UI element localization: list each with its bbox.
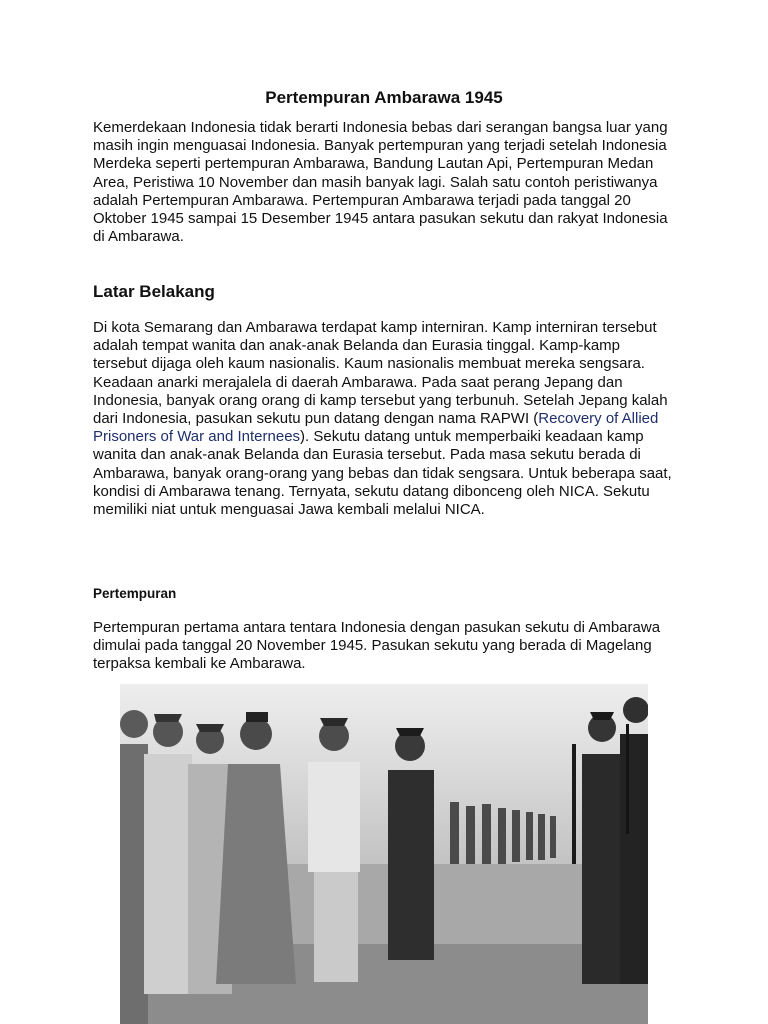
rapwi-link[interactable]: Recovery of Allied Prisoners of War and Internees bbox=[93, 410, 659, 446]
intro-paragraph: Kemerdekaan Indonesia tidak berarti Indonesia bebas dari serangan bangsa luar yang masih ingin menguasai Indonesia. Banyak pertempuran yang terjadi setelah Indonesia Merdeka seperti pertempuran Ambarawa, Bandung Lautan Api, Pertempuran Medan Area, Peristiwa 10 November dan masih banyak lagi. Salah satu contoh peristiwanya adalah Pertempuran Ambarawa. Pertempuran Ambarawa terjadi pada tanggal 20 Oktober 1945 sampai 15 Desember 1945 antara pasukan sekutu dan rakyat Indonesia di Ambarawa. bbox=[93, 119, 668, 246]
section-heading-latar-belakang: Latar Belakang bbox=[93, 282, 215, 301]
historical-photo bbox=[120, 684, 648, 1024]
latar-belakang-paragraph bbox=[93, 319, 673, 519]
section-heading-pertempuran: Pertempuran bbox=[93, 586, 177, 601]
pertempuran-paragraph: Pertempuran pertama antara tentara Indonesia dengan pasukan sekutu di Ambarawa dimulai pada tanggal 20 November 1945. Pasukan sekutu yang berada di Magelang terpaksa kembali ke Ambarawa. bbox=[93, 619, 661, 673]
document-title: Pertempuran Ambarawa 1945 bbox=[265, 88, 503, 107]
latar-belakang-text-2: ). Sekutu datang untuk memperbaiki keadaan kamp wanita dan anak-anak Belanda dan Eurasia tersebut. Pada masa sekutu berada di Ambarawa, banyak orang-orang yang bebas dan tidak sengsara. Untuk beberapa saat, kondisi di Ambarawa tenang. Ternyata, sekutu datang dibonceng oleh NICA. Sekutu memiliki niat untuk menguasai Jawa kembali melalui NICA. bbox=[93, 428, 672, 519]
photo-soldiers-illustration bbox=[120, 684, 648, 1024]
latar-belakang-text-1: Di kota Semarang dan Ambarawa terdapat kamp interniran. Kamp interniran tersebut adalah tempat wanita dan anak-anak Belanda dan Eurasia tinggal. Kamp-kamp tersebut dijaga oleh kaum nasionalis. Kaum nasionalis membuat mereka sengsara. Keadaan anarki merajalela di daerah Ambarawa. Pada saat perang Jepang dan Indonesia, banyak orang orang di kamp tersebut yang terbunuh. Setelah Jepang kalah dari Indonesia, pasukan sekutu pun datang dengan nama RAPWI ( bbox=[93, 319, 668, 428]
